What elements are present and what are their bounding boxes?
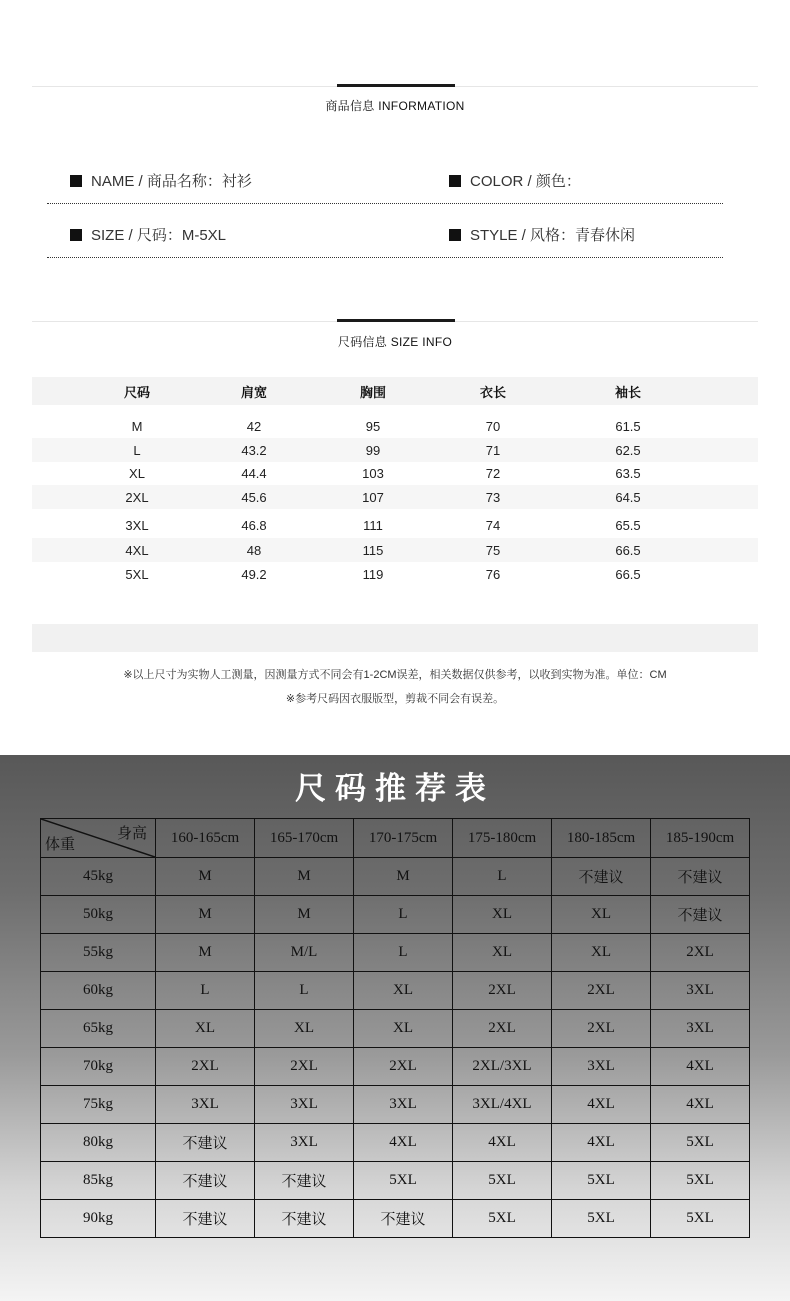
size-col-header: 胸围 (359, 384, 386, 400)
height-header: 165-170cm (255, 819, 354, 858)
info-style-text: STYLE / 风格：青春休闲 (470, 227, 636, 244)
weight-cell: 75kg (41, 1086, 156, 1124)
recommend-row (41, 1124, 750, 1162)
recommend-row (41, 1200, 750, 1238)
height-header: 175-180cm (453, 819, 552, 858)
size-cell: 48 (246, 542, 262, 558)
size-table-header (32, 377, 758, 405)
size-recommend-cell: M/L (255, 934, 354, 972)
size-recommend-cell: 4XL (354, 1124, 453, 1162)
size-recommend-cell: 2XL (156, 1048, 255, 1086)
info-name-text: NAME / 商品名称：衬衫 (91, 173, 252, 190)
size-recommend-cell: XL (453, 934, 552, 972)
size-recommend-cell: 不建议 (651, 896, 750, 934)
size-section-title: 尺码信息 SIZE INFO (337, 335, 453, 349)
square-bullet-icon (70, 175, 82, 187)
recommend-row (41, 972, 750, 1010)
size-table-row (32, 513, 758, 537)
size-recommend-cell: XL (354, 972, 453, 1010)
size-recommend-cell: 5XL (453, 1162, 552, 1200)
size-note-1: ※以上尺寸为实物人工测量，因测量方式不同会有1-2CM误差，相关数据仅供参考，以收到实物为准。单位：CM (123, 669, 667, 681)
size-recommend-cell: M (255, 858, 354, 896)
size-cell: XL (129, 465, 145, 481)
size-cell: 74 (485, 517, 501, 533)
size-recommend-cell: M (354, 858, 453, 896)
size-cell: 66.5 (615, 566, 641, 582)
recommend-header-row (41, 819, 750, 858)
weight-cell: 85kg (41, 1162, 156, 1200)
height-header: 170-175cm (354, 819, 453, 858)
size-recommend-cell: 2XL (255, 1048, 354, 1086)
info-section-title: 商品信息 INFORMATION (325, 99, 465, 113)
size-recommend-cell: 不建议 (651, 858, 750, 896)
size-cell: 76 (485, 566, 501, 582)
size-recommend-cell: 不建议 (156, 1200, 255, 1238)
size-recommend-cell: 不建议 (255, 1162, 354, 1200)
size-recommend-cell: 不建议 (156, 1124, 255, 1162)
size-recommend-cell: 4XL (453, 1124, 552, 1162)
size-cell: 3XL (125, 517, 149, 533)
size-cell: 103 (362, 465, 384, 481)
size-cell: 72 (485, 465, 501, 481)
size-recommend-cell: 2XL (453, 1010, 552, 1048)
size-recommend-cell: 3XL (255, 1124, 354, 1162)
size-recommend-cell: 4XL (651, 1086, 750, 1124)
size-cell: 62.5 (615, 442, 641, 458)
size-recommend-cell: L (453, 858, 552, 896)
size-cell: 61.5 (615, 418, 641, 434)
size-cell: 95 (365, 418, 381, 434)
size-recommend-cell: 4XL (651, 1048, 750, 1086)
size-col-header: 肩宽 (240, 384, 267, 400)
square-bullet-icon (449, 229, 461, 241)
dotted-divider (47, 203, 723, 204)
size-cell: 45.6 (241, 489, 267, 505)
size-recommend-cell: 2XL (354, 1048, 453, 1086)
size-recommend-cell: 5XL (354, 1162, 453, 1200)
size-cell: 107 (362, 489, 384, 505)
size-recommend-cell: 3XL (156, 1086, 255, 1124)
height-label: 身高 (116, 826, 147, 842)
info-color (449, 170, 581, 191)
weight-cell: 50kg (41, 896, 156, 934)
info-size (70, 224, 226, 245)
dotted-divider (47, 257, 723, 258)
size-recommend-cell: L (156, 972, 255, 1010)
size-recommend-cell: 3XL (552, 1048, 651, 1086)
size-table-row (32, 562, 758, 586)
size-recommend-cell: 5XL (651, 1124, 750, 1162)
size-cell: 46.8 (241, 517, 267, 533)
recommend-title: 尺码推荐表 (295, 771, 495, 807)
info-name (70, 170, 252, 191)
size-cell: 66.5 (615, 542, 641, 558)
size-recommend-cell: 不建议 (552, 858, 651, 896)
info-style (449, 224, 635, 245)
size-table-row (32, 438, 758, 462)
info-size-text: SIZE / 尺码：M-5XL (91, 227, 227, 244)
weight-cell: 45kg (41, 858, 156, 896)
recommend-row (41, 1162, 750, 1200)
size-cell: 43.2 (241, 442, 267, 458)
size-recommend-cell: M (156, 896, 255, 934)
weight-cell: 55kg (41, 934, 156, 972)
size-recommend-cell: 4XL (552, 1086, 651, 1124)
size-recommend-cell: 不建议 (156, 1162, 255, 1200)
height-header: 160-165cm (156, 819, 255, 858)
size-recommend-cell: XL (156, 1010, 255, 1048)
size-recommend-cell: 2XL (552, 972, 651, 1010)
size-recommend-cell: M (156, 858, 255, 896)
size-recommend-cell: 5XL (651, 1200, 750, 1238)
recommend-row (41, 896, 750, 934)
size-recommend-cell: 3XL (651, 1010, 750, 1048)
size-cell: 63.5 (615, 465, 641, 481)
size-recommend-cell: L (354, 934, 453, 972)
size-recommend-cell: 3XL (255, 1086, 354, 1124)
size-recommend-cell: L (354, 896, 453, 934)
size-cell: 99 (365, 442, 381, 458)
size-recommend-cell: M (156, 934, 255, 972)
size-recommend-cell: XL (552, 934, 651, 972)
size-recommend-cell: 3XL (354, 1086, 453, 1124)
size-cell: 111 (363, 517, 383, 533)
size-cell: 64.5 (615, 489, 641, 505)
size-table-footer-band (32, 624, 758, 652)
size-cell: 73 (485, 489, 501, 505)
size-cell: 42 (246, 418, 262, 434)
size-recommend-cell: 2XL (453, 972, 552, 1010)
size-cell: 70 (485, 418, 501, 434)
recommend-row (41, 1086, 750, 1124)
square-bullet-icon (70, 229, 82, 241)
weight-cell: 65kg (41, 1010, 156, 1048)
size-recommend-cell: 4XL (552, 1124, 651, 1162)
size-cell: 44.4 (241, 465, 267, 481)
info-title-bar (337, 84, 455, 87)
size-cell: 119 (362, 566, 384, 582)
size-table-row (32, 485, 758, 509)
square-bullet-icon (449, 175, 461, 187)
height-header: 180-185cm (552, 819, 651, 858)
size-recommend-cell: 2XL (651, 934, 750, 972)
corner-cell (41, 819, 156, 858)
recommend-row (41, 1010, 750, 1048)
size-cell: 65.5 (615, 517, 641, 533)
size-recommend-cell: M (255, 896, 354, 934)
size-recommend-cell: XL (453, 896, 552, 934)
weight-cell: 90kg (41, 1200, 156, 1238)
size-recommend-cell: 2XL (552, 1010, 651, 1048)
size-note-2: ※参考尺码因衣服版型，剪裁不同会有误差。 (285, 693, 505, 705)
size-recommend-cell: 2XL/3XL (453, 1048, 552, 1086)
weight-cell: 60kg (41, 972, 156, 1010)
recommend-row (41, 858, 750, 896)
size-col-header: 衣长 (479, 384, 506, 400)
size-cell: M (131, 418, 143, 434)
recommend-row (41, 1048, 750, 1086)
size-table-row (32, 414, 758, 438)
size-recommend-cell: XL (552, 896, 651, 934)
size-recommend-cell: 5XL (552, 1200, 651, 1238)
size-cell: 71 (485, 442, 501, 458)
weight-cell: 70kg (41, 1048, 156, 1086)
weight-cell: 80kg (41, 1124, 156, 1162)
weight-label: 体重 (45, 837, 76, 853)
size-recommend-cell: L (255, 972, 354, 1010)
size-recommend-cell: 5XL (552, 1162, 651, 1200)
size-cell: 5XL (125, 566, 149, 582)
size-recommend-cell: 5XL (651, 1162, 750, 1200)
size-recommend-cell: 不建议 (354, 1200, 453, 1238)
size-recommend-cell: XL (354, 1010, 453, 1048)
size-recommend-cell: XL (255, 1010, 354, 1048)
recommend-row (41, 934, 750, 972)
size-cell: 49.2 (241, 566, 267, 582)
size-table-row (32, 461, 758, 485)
size-recommend-cell: 3XL (651, 972, 750, 1010)
size-cell: 2XL (125, 489, 149, 505)
size-recommend-cell: 3XL/4XL (453, 1086, 552, 1124)
size-table-row (32, 538, 758, 562)
size-cell: 4XL (125, 542, 149, 558)
size-recommend-cell: 5XL (453, 1200, 552, 1238)
height-header: 185-190cm (651, 819, 750, 858)
size-title-bar (337, 319, 455, 322)
info-color-text: COLOR / 颜色： (470, 173, 581, 190)
size-cell: 115 (362, 542, 384, 558)
size-col-header: 尺码 (123, 384, 150, 400)
size-col-header: 袖长 (614, 384, 641, 400)
size-cell: L (133, 442, 141, 458)
size-recommend-cell: 不建议 (255, 1200, 354, 1238)
recommend-table (40, 818, 750, 1238)
size-cell: 75 (485, 542, 501, 558)
